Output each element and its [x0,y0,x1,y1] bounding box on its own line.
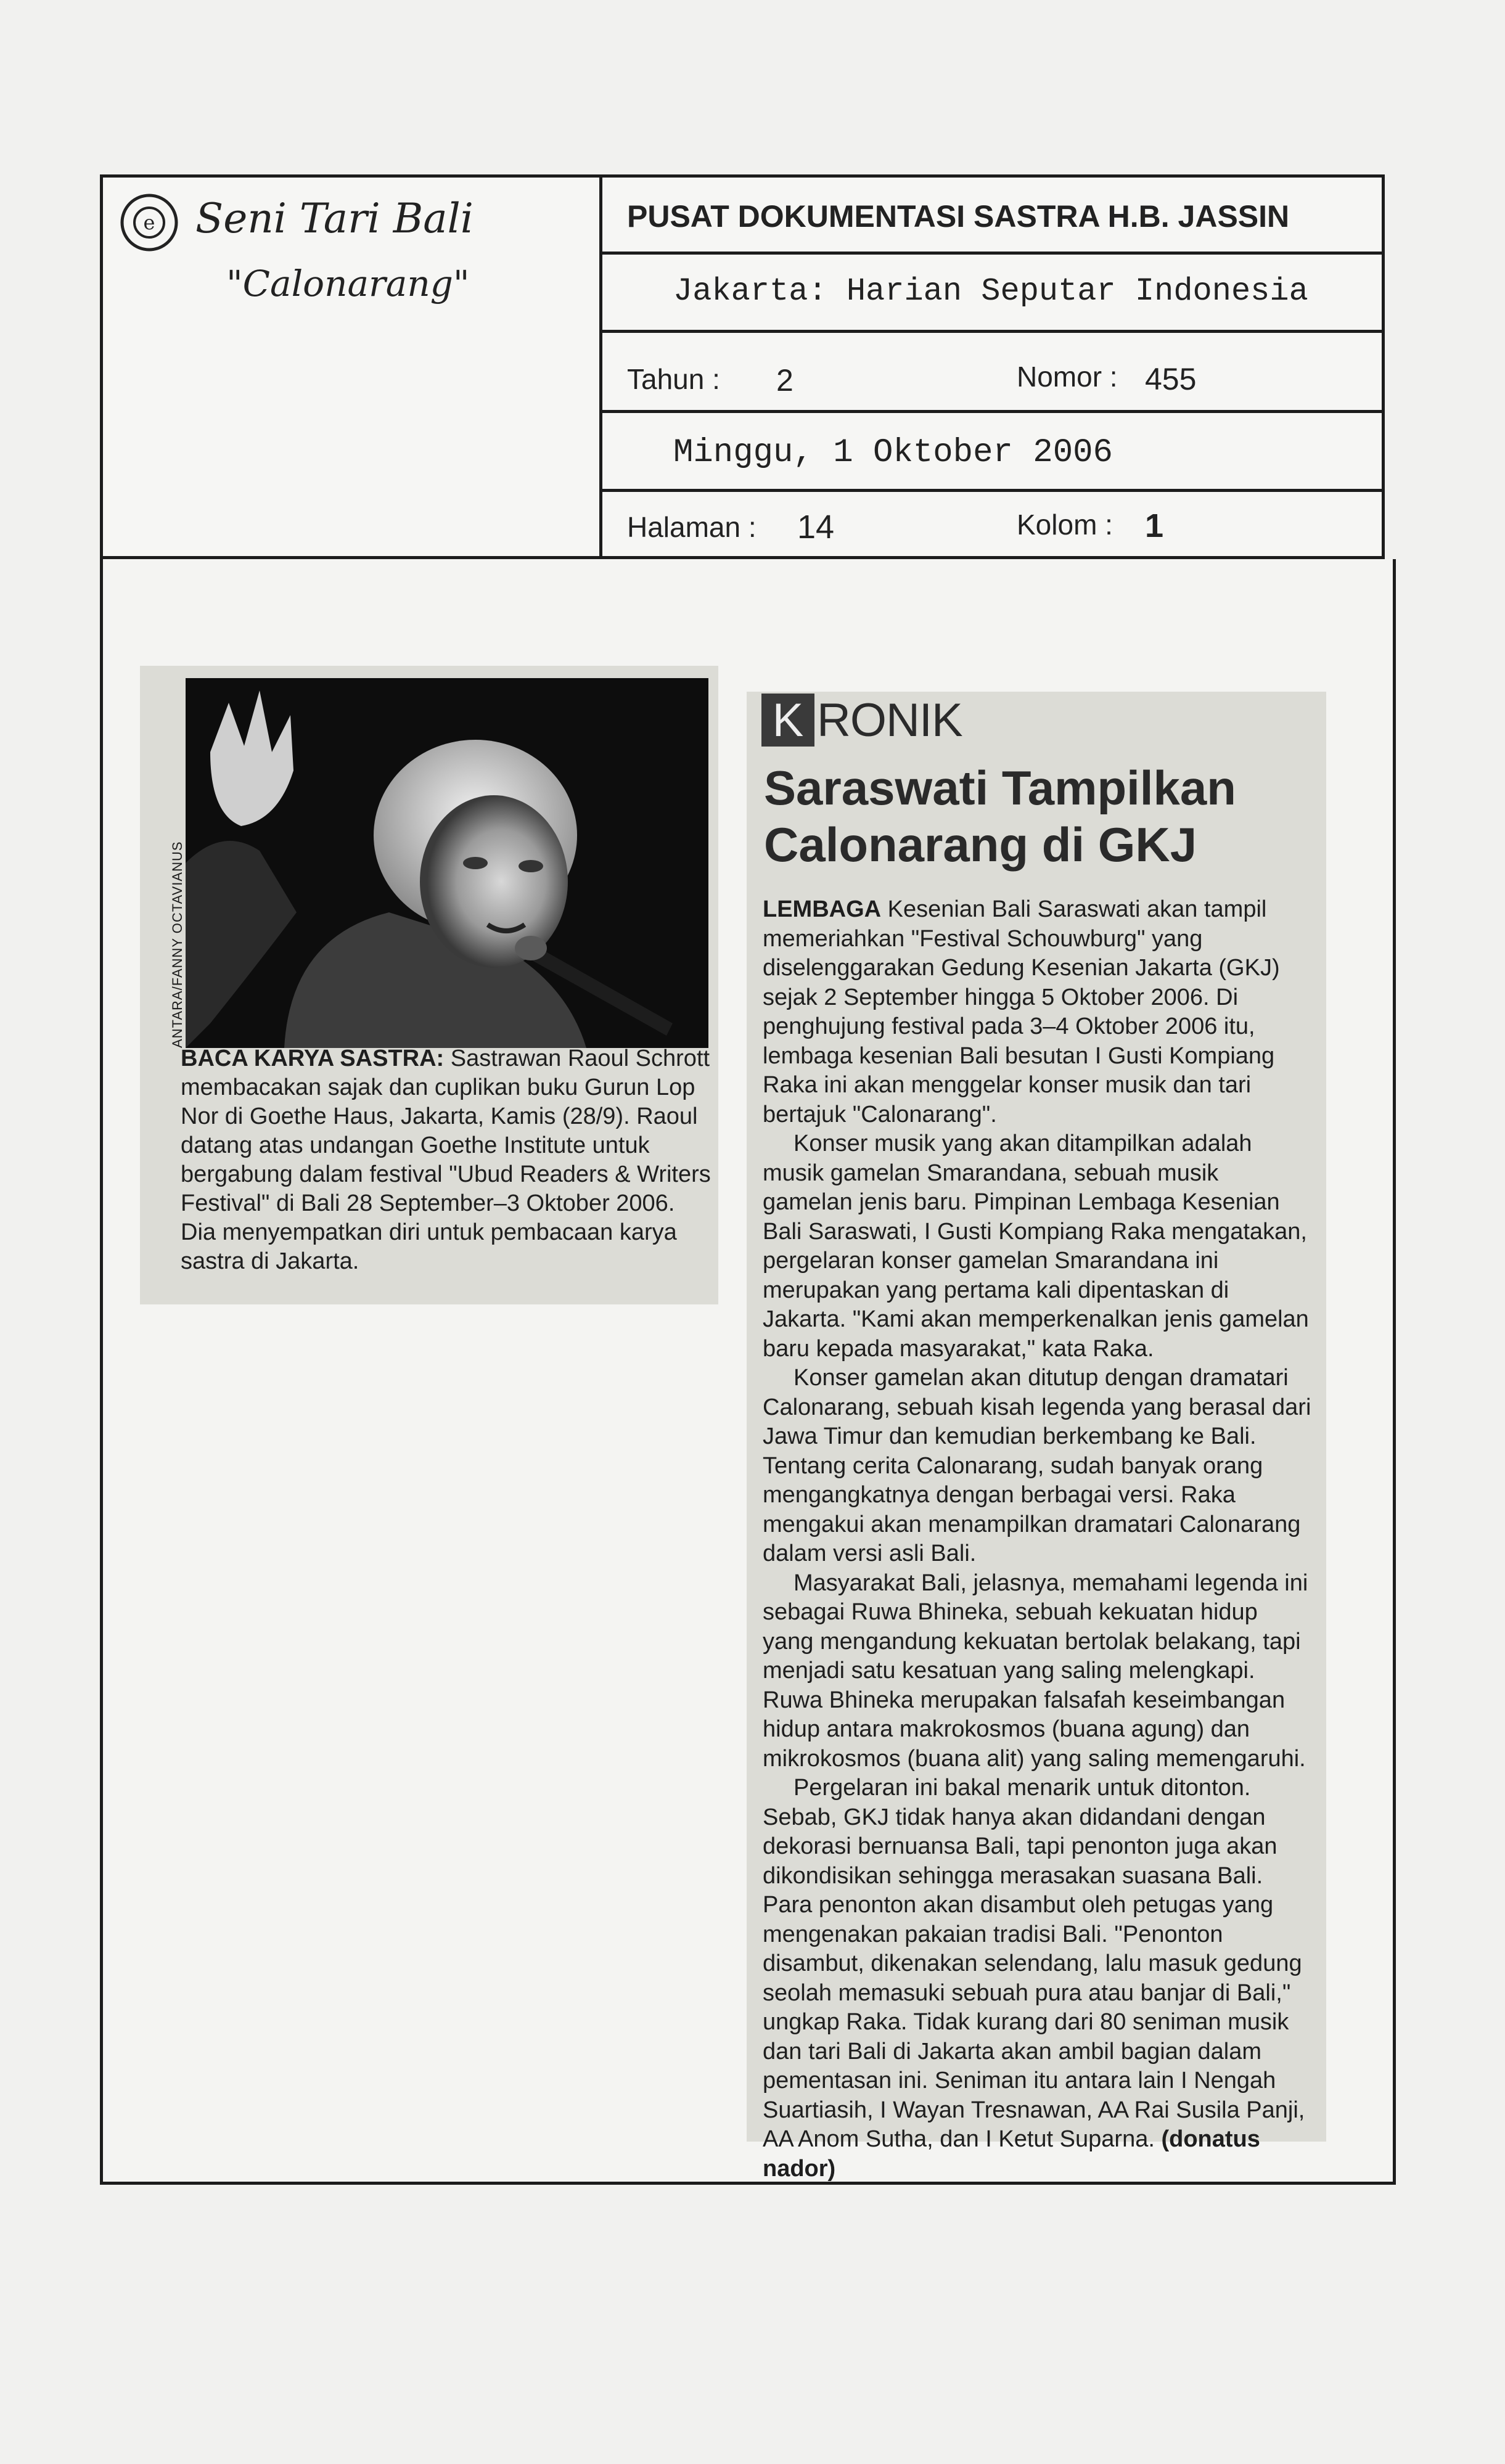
photo-clipping [140,666,718,1304]
byline: (donatus nador) [763,2126,1260,2182]
paragraph-1: LEMBAGA Kesenian Bali Saraswati akan tampil memeriahkan "Festival Schouwburg" yang diselenggarakan Gedung Kesenian Jakarta (GKJ) sejak 2 September hingga 5 Oktober 2006. Di penghujung festival pada 3–4 Oktober 2006 itu, lembaga kesenian Bali besutan I Gusti Kompiang Raka ini akan menggelar konser musik dan tari bertajuk "Calonarang". [763,896,1280,1128]
publication-date: Minggu, 1 Oktober 2006 [673,434,1113,472]
caption-text: Sastrawan Raoul Schrott membacakan sajak dan cuplikan buku Gurun Lop Nor di Goethe Haus, Jakarta, Kamis (28/9). Raoul datang atas undangan Goethe Institute untuk bergabung dalam festival "Ubud Readers & Writers Festival" di Bali 28 September–3 Oktober 2006. Dia menyempatkan diri untuk pembacaan karya sastra di Jakarta. [181,1046,711,1274]
handwritten-subtitle: "Calonarang" [226,263,470,305]
paragraph-2: Konser musik yang akan ditampilkan adalah musik gamelan Smarandana, sebuah musik gamelan jenis baru. Pimpinan Lembaga Kesenian Bali Saraswati, I Gusti Kompiang Raka mengatakan, pergelaran konser gamelan Smarandana ini merupakan yang pertama kali dipentaskan di Jakarta. "Kami akan memperkenalkan jenis gamelan baru kepada masyarakat," kata Raka. [763,1131,1309,1362]
halaman-value: 14 [797,509,835,546]
kolom-label: Kolom : [1017,509,1113,541]
paragraph-5: Pergelaran ini bakal menarik untuk ditonton. Sebab, GKJ tidak hanya akan didandani dengan dekorasi bernuansa Bali, tapi penonton juga akan dikondisikan sehingga merasakan suasana Bali. Para penonton akan disambut oleh petugas yang mengenakan pakaian tradisi Bali. "Penonton disambut, dikenakan selendang, lalu masuk gedung seolah memasuki sebuah pura atau banjar di Bali," ungkap Raka. Tidak kurang dari 80 seniman musik dan tari Bali di Jakarta akan ambil bagian dalam pementasan ini. Seniman itu antara lain I Nengah Suartiasih, I Wayan Tresnawan, AA Rai Susila Panji, AA Anom Sutha, dan I Ketut Suparna. (donatus nador) [763,1775,1305,2182]
paragraph-3: Konser gamelan akan ditutup dengan dramatari Calonarang, sebuah kisah legenda yang berasal dari Jawa Timur dan kemudian berkembang ke Bali. Tentang cerita Calonarang, sudah banyak orang mengangkatnya dengan berbagai versi. Raka mengakui akan menampilkan dramatari Calonarang dalam versi asli Bali. [763,1365,1311,1566]
photo-credit: ANTARA/FANNY OCTAVIANUS [170,841,185,1048]
nomor-value: 455 [1145,362,1197,396]
clipping-mount [100,559,1396,2185]
article-headline: Saraswati Tampilkan Calonarang di GKJ [764,761,1236,872]
article-body [763,895,1311,2184]
rubric-initial: K [761,694,814,747]
article-clipping [747,692,1326,2182]
kronik-rubric [761,692,962,748]
institution-row [602,178,1382,255]
kolom-value: 1 [1145,507,1164,544]
caption-lead: BACA KARYA SASTRA: [181,1046,445,1071]
photo-caption [181,1044,711,1276]
issue-row [602,333,1382,413]
svg-text:e: e [143,211,155,234]
photo-raoul-schrott [186,678,708,1048]
source-row [602,255,1382,333]
date-row [602,413,1382,492]
tahun-label: Tahun : [627,363,720,395]
halaman-label: Halaman : [627,511,757,543]
handwritten-title: Seni Tari Bali [195,195,474,242]
paragraph-4: Masyarakat Bali, jelasnya, memahami legenda ini sebagai Ruwa Bhineka, sebuah kekuatan hidup yang mengandung kekuatan bertolak belakang, tapi menjadi satu kesatuan yang saling melengkapi. Ruwa Bhineka merupakan falsafah keseimbangan hidup antara makrokosmos (buana agung) dan mikrokosmos (buana alit) yang saling memengaruhi. [763,1570,1308,1772]
archive-header-card [100,174,1385,559]
institution-name: PUSAT DOKUMENTASI SASTRA H.B. JASSIN [627,199,1290,234]
page-row [602,492,1382,556]
circle-at-stamp-icon [115,189,183,256]
lead-word: LEMBAGA [763,896,882,922]
tahun-value: 2 [776,363,794,398]
handwritten-label-area [103,178,602,556]
source-newspaper: Jakarta: Harian Seputar Indonesia [673,273,1308,309]
rubric-rest: RONIK [817,694,962,747]
nomor-label: Nomor : [1017,361,1118,393]
